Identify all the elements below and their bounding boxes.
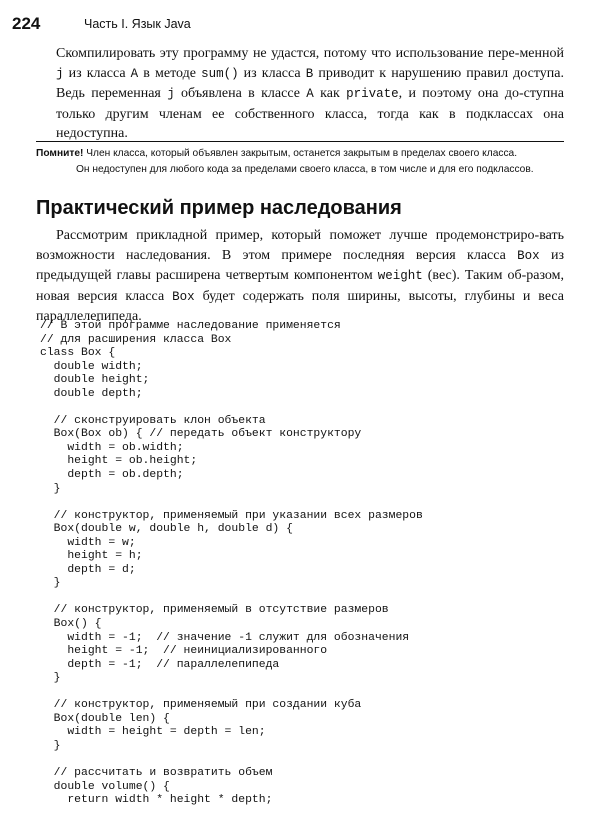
remember-note	[36, 146, 564, 178]
code-line: // для расширения класса Box	[40, 333, 232, 346]
code-line: return width * height * depth;	[40, 794, 273, 807]
code-line: depth = -1; // параллелепипеда	[40, 658, 280, 671]
code-line: Box(Box ob) { // передать объект конструктору	[40, 428, 362, 441]
code-line: double volume() {	[40, 780, 170, 793]
code-line: double width;	[40, 360, 143, 373]
code-line: }	[40, 577, 61, 590]
section-title: Практический пример наследования	[36, 197, 402, 219]
paragraph-access-violation: Скомпилировать эту программу не удастся, потому что использование пере-менной j из класса A в методе sum() из класса B приводит к нарушению правил доступа. Ведь переменная j объявлена в классе A как private, и поэтому она до-ступна только другим членам ее собственного класса, тогда как в подклассах она недоступна.	[56, 46, 564, 142]
code-line: // конструктор, применяемый при указании всех размеров	[40, 509, 423, 522]
code-line: }	[40, 672, 61, 685]
code-line: }	[40, 482, 61, 495]
note-label: Помните!	[36, 148, 84, 159]
code-line: double height;	[40, 374, 150, 387]
note-line-2: Он недоступен для любого кода за пределами своего класса, в том числе и для его подклассов.	[76, 164, 534, 175]
code-line: // конструктор, применяемый при создании куба	[40, 699, 362, 712]
code-line: // рассчитать и возвратить объем	[40, 767, 273, 780]
page-header	[12, 14, 588, 36]
code-line: double depth;	[40, 387, 143, 400]
code-line: depth = d;	[40, 563, 136, 576]
code-line: Box() {	[40, 618, 102, 631]
code-line: height = ob.height;	[40, 455, 198, 468]
page-number: 224	[12, 14, 41, 33]
code-line: class Box {	[40, 347, 116, 360]
code-line: // конструктор, применяемый в отсутствие размеров	[40, 604, 389, 617]
code-line: width = ob.width;	[40, 441, 184, 454]
running-title: Часть I. Язык Java	[84, 17, 191, 31]
code-line: width = w;	[40, 536, 136, 549]
code-line: }	[40, 739, 61, 752]
code-line: Box(double len) {	[40, 712, 170, 725]
code-line: height = -1; // неинициализированного	[40, 645, 328, 658]
code-line: height = h;	[40, 550, 143, 563]
code-line: // сконструировать клон объекта	[40, 414, 266, 427]
code-line: width = -1; // значение -1 служит для обозначения	[40, 631, 410, 644]
code-line: width = height = depth = len;	[40, 726, 266, 739]
paragraph-inheritance-example: Рассмотрим прикладной пример, который поможет лучше продемонстриро-вать возможности наследования. В этом примере последняя версия класса Box из предыдущей главы расширена четвертым компонентом weight (вес). Таким об-разом, новая версия класса Box будет содержать поля ширины, высоты, глубины и веса параллелепипеда.	[36, 228, 564, 325]
code-line: Box(double w, double h, double d) {	[40, 523, 293, 536]
code-listing	[40, 320, 423, 808]
note-top-rule	[36, 141, 564, 142]
note-line-1: Член класса, который объявлен закрытым, останется закрытым в пределах своего класса.	[83, 148, 518, 159]
code-line: // В этой программе наследование применяется	[40, 320, 341, 332]
code-line: depth = ob.depth;	[40, 469, 184, 482]
